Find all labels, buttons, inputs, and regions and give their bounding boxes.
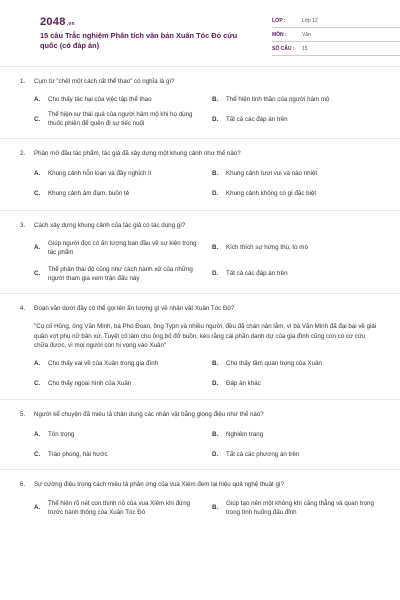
option-c[interactable] [34, 266, 202, 284]
question-text: Phần mở đầu tác phẩm, tác giả đã xây dựng một khung cảnh như thế nào? [34, 150, 241, 158]
option-letter: B. [212, 169, 219, 177]
option-text: Khung cảnh ảm đạm, buồn tẻ [48, 189, 130, 197]
question-text: Người kể chuyện đã miêu tả chân dung các nhân vật bằng giọng điệu như thế nào? [34, 411, 264, 419]
question-5 [20, 411, 380, 459]
question-text: Sự cường điệu trong cách miêu tả phản ứng của vua Xiêm đem lại hiệu quả nghệ thuật gì? [34, 481, 285, 489]
site-logo[interactable] [40, 16, 75, 28]
options-grid [34, 240, 380, 284]
question-number: 1. [20, 78, 26, 85]
option-letter: D. [212, 115, 219, 123]
option-letter: A. [34, 169, 41, 177]
question-6 [20, 481, 380, 517]
options-grid [34, 500, 380, 518]
question-header [20, 78, 380, 86]
question-1 [20, 78, 380, 129]
option-letter: C. [34, 380, 41, 388]
option-b[interactable] [212, 500, 380, 518]
option-letter: D. [212, 189, 219, 197]
option-b[interactable] [212, 96, 380, 105]
options-grid [34, 431, 380, 460]
option-text: Cho thấy ngoại hình của Xuân [48, 380, 132, 388]
option-text: Khung cảnh tươi vui và náo nhiệt [226, 169, 318, 177]
question-header [20, 150, 380, 158]
option-text: Trào phúng, hài hước [48, 450, 108, 458]
meta-value: Lớp 12 [302, 17, 318, 24]
option-letter: A. [34, 504, 41, 512]
option-c[interactable] [34, 451, 202, 460]
option-letter: D. [212, 380, 219, 388]
option-letter: A. [34, 96, 41, 104]
option-text: Giúp người đọc có ấn tượng ban đầu về sự kiện trong tác phẩm [48, 240, 197, 256]
option-text: Thể hiện sự thái quá của người hâm mộ khi họ dùng thuốc phiện để quên đi sự tiếc nuối [48, 111, 193, 128]
option-letter: B. [212, 96, 219, 104]
option-text: Tôn trọng [48, 430, 75, 438]
option-letter: A. [34, 430, 41, 438]
meta-value: Văn [302, 31, 311, 38]
option-letter: D. [212, 270, 219, 278]
question-number: 6. [20, 481, 26, 489]
option-text: Khung cảnh hỗn loạn và đầy nghịch lí [48, 169, 152, 177]
meta-row-class [272, 14, 400, 28]
option-letter: B. [212, 504, 219, 512]
question-header [20, 481, 380, 489]
question-quote: "Cụ cố Hồng, ông Văn Minh, bà Phó Đoan, ông Typn và nhiều người, đều đã chán nản lắm, vì bà Văn Minh đã đại bại về giải quần vợt phụ nữ bản xứ. Tuyệt cố làm cho ông bố đỡ buồn, kéo rằng cái phần danh dự của gia đình cũng còn có cơ cứu chữa được, vì mọi người còn hi vọng vào Xuân" [34, 323, 377, 349]
logo-suffix: .vn [66, 21, 75, 27]
option-b[interactable] [212, 170, 380, 179]
document-header [20, 0, 380, 62]
option-b[interactable] [212, 240, 380, 258]
option-text: Cho thấy vai về của Xuân trong gia đình [48, 360, 159, 368]
option-letter: B. [212, 244, 219, 252]
question-header [20, 222, 380, 230]
option-a[interactable] [34, 431, 202, 440]
option-letter: D. [212, 450, 219, 458]
question-text: Đoạn văn dưới đây có thể gọi lên ấn tượng gì về nhân vật Xuân Tóc Đỏ? [34, 304, 235, 312]
options-grid [34, 360, 380, 389]
option-d[interactable] [212, 451, 380, 460]
option-c[interactable] [34, 380, 202, 389]
question-number: 4. [20, 304, 26, 312]
option-letter: A. [34, 360, 41, 368]
option-b[interactable] [212, 431, 380, 440]
option-text: Tất cả các phương án trên [226, 450, 300, 458]
option-letter: C. [34, 450, 41, 458]
option-c[interactable] [34, 111, 202, 129]
option-a[interactable] [34, 170, 202, 179]
question-header [20, 305, 380, 313]
option-letter: A. [34, 244, 41, 252]
option-letter: B. [212, 430, 219, 438]
page-title: 15 câu Trắc nghiệm Phân tích văn bản Xuân Tóc Đỏ cứu quốc (có đáp án) [40, 31, 238, 50]
question-divider [0, 293, 400, 294]
question-divider [0, 399, 400, 400]
option-a[interactable] [34, 96, 202, 105]
option-letter: C. [34, 115, 41, 123]
option-b[interactable] [212, 360, 380, 369]
option-text: Tất cả các đáp án trên [226, 115, 288, 123]
question-header [20, 411, 380, 419]
meta-info-box [272, 14, 400, 56]
question-text: Cách xây dựng khung cảnh của tác giả có tác dụng gì? [34, 221, 186, 229]
option-text: Khung cảnh không có gì đặc biệt [226, 189, 317, 197]
option-a[interactable] [34, 500, 202, 518]
options-grid [34, 96, 380, 129]
option-a[interactable] [34, 360, 202, 369]
question-number: 2. [20, 150, 26, 158]
question-3 [20, 222, 380, 284]
logo-text: 2048 [40, 16, 66, 28]
option-d[interactable] [212, 380, 380, 389]
header-divider [0, 66, 400, 67]
meta-row-count [272, 42, 400, 56]
option-letter: C. [34, 189, 41, 197]
meta-row-subject [272, 28, 400, 42]
option-a[interactable] [34, 240, 202, 258]
question-text: Cụm từ "chết một cách rất thể thao" có nghĩa là gì? [34, 78, 175, 85]
option-text: Nghiêm trang [226, 430, 264, 438]
options-grid [34, 170, 380, 199]
option-text: Thể hiện rõ nét con thịnh nộ của vua Xiêm khi đứng trước hành thông của Xuân Tóc Đỏ [48, 499, 191, 516]
meta-key: MÔN : [272, 31, 287, 38]
question-divider [0, 138, 400, 139]
option-text: Thể phản thái độ cũng như cách hành xử của những người tham gia xem trận đấu này [48, 265, 193, 282]
question-2 [20, 150, 380, 198]
question-4 [20, 305, 380, 389]
meta-key: LỚP : [272, 17, 286, 24]
question-divider [0, 469, 400, 470]
option-c[interactable] [34, 190, 202, 199]
option-d[interactable] [212, 111, 380, 129]
option-text: Đáp án khác [226, 380, 261, 388]
option-text: Cho thấy tác hại của việc tập thể thao [48, 96, 152, 104]
option-text: Tất cả các đáp án trên [226, 270, 288, 278]
question-number: 5. [20, 411, 26, 419]
option-text: Cho thấy tầm quan trọng của Xuân [226, 360, 322, 368]
option-d[interactable] [212, 190, 380, 199]
question-list [20, 78, 380, 518]
option-letter: B. [212, 360, 219, 368]
option-text: Giúp tạo nên một không khí căng thẳng và quan trọng trong tình huống đấu đỉnh [226, 499, 374, 516]
question-number: 3. [20, 221, 26, 229]
meta-value: 15 [302, 45, 308, 52]
question-divider [0, 210, 400, 211]
meta-key: SỐ CÂU : [272, 45, 295, 52]
option-letter: C. [34, 270, 41, 278]
option-d[interactable] [212, 266, 380, 284]
option-text: Thể hiện tinh thần của người hám mộ [226, 96, 330, 104]
option-text: Kích thích sự hứng thú, tò mò [226, 244, 308, 252]
